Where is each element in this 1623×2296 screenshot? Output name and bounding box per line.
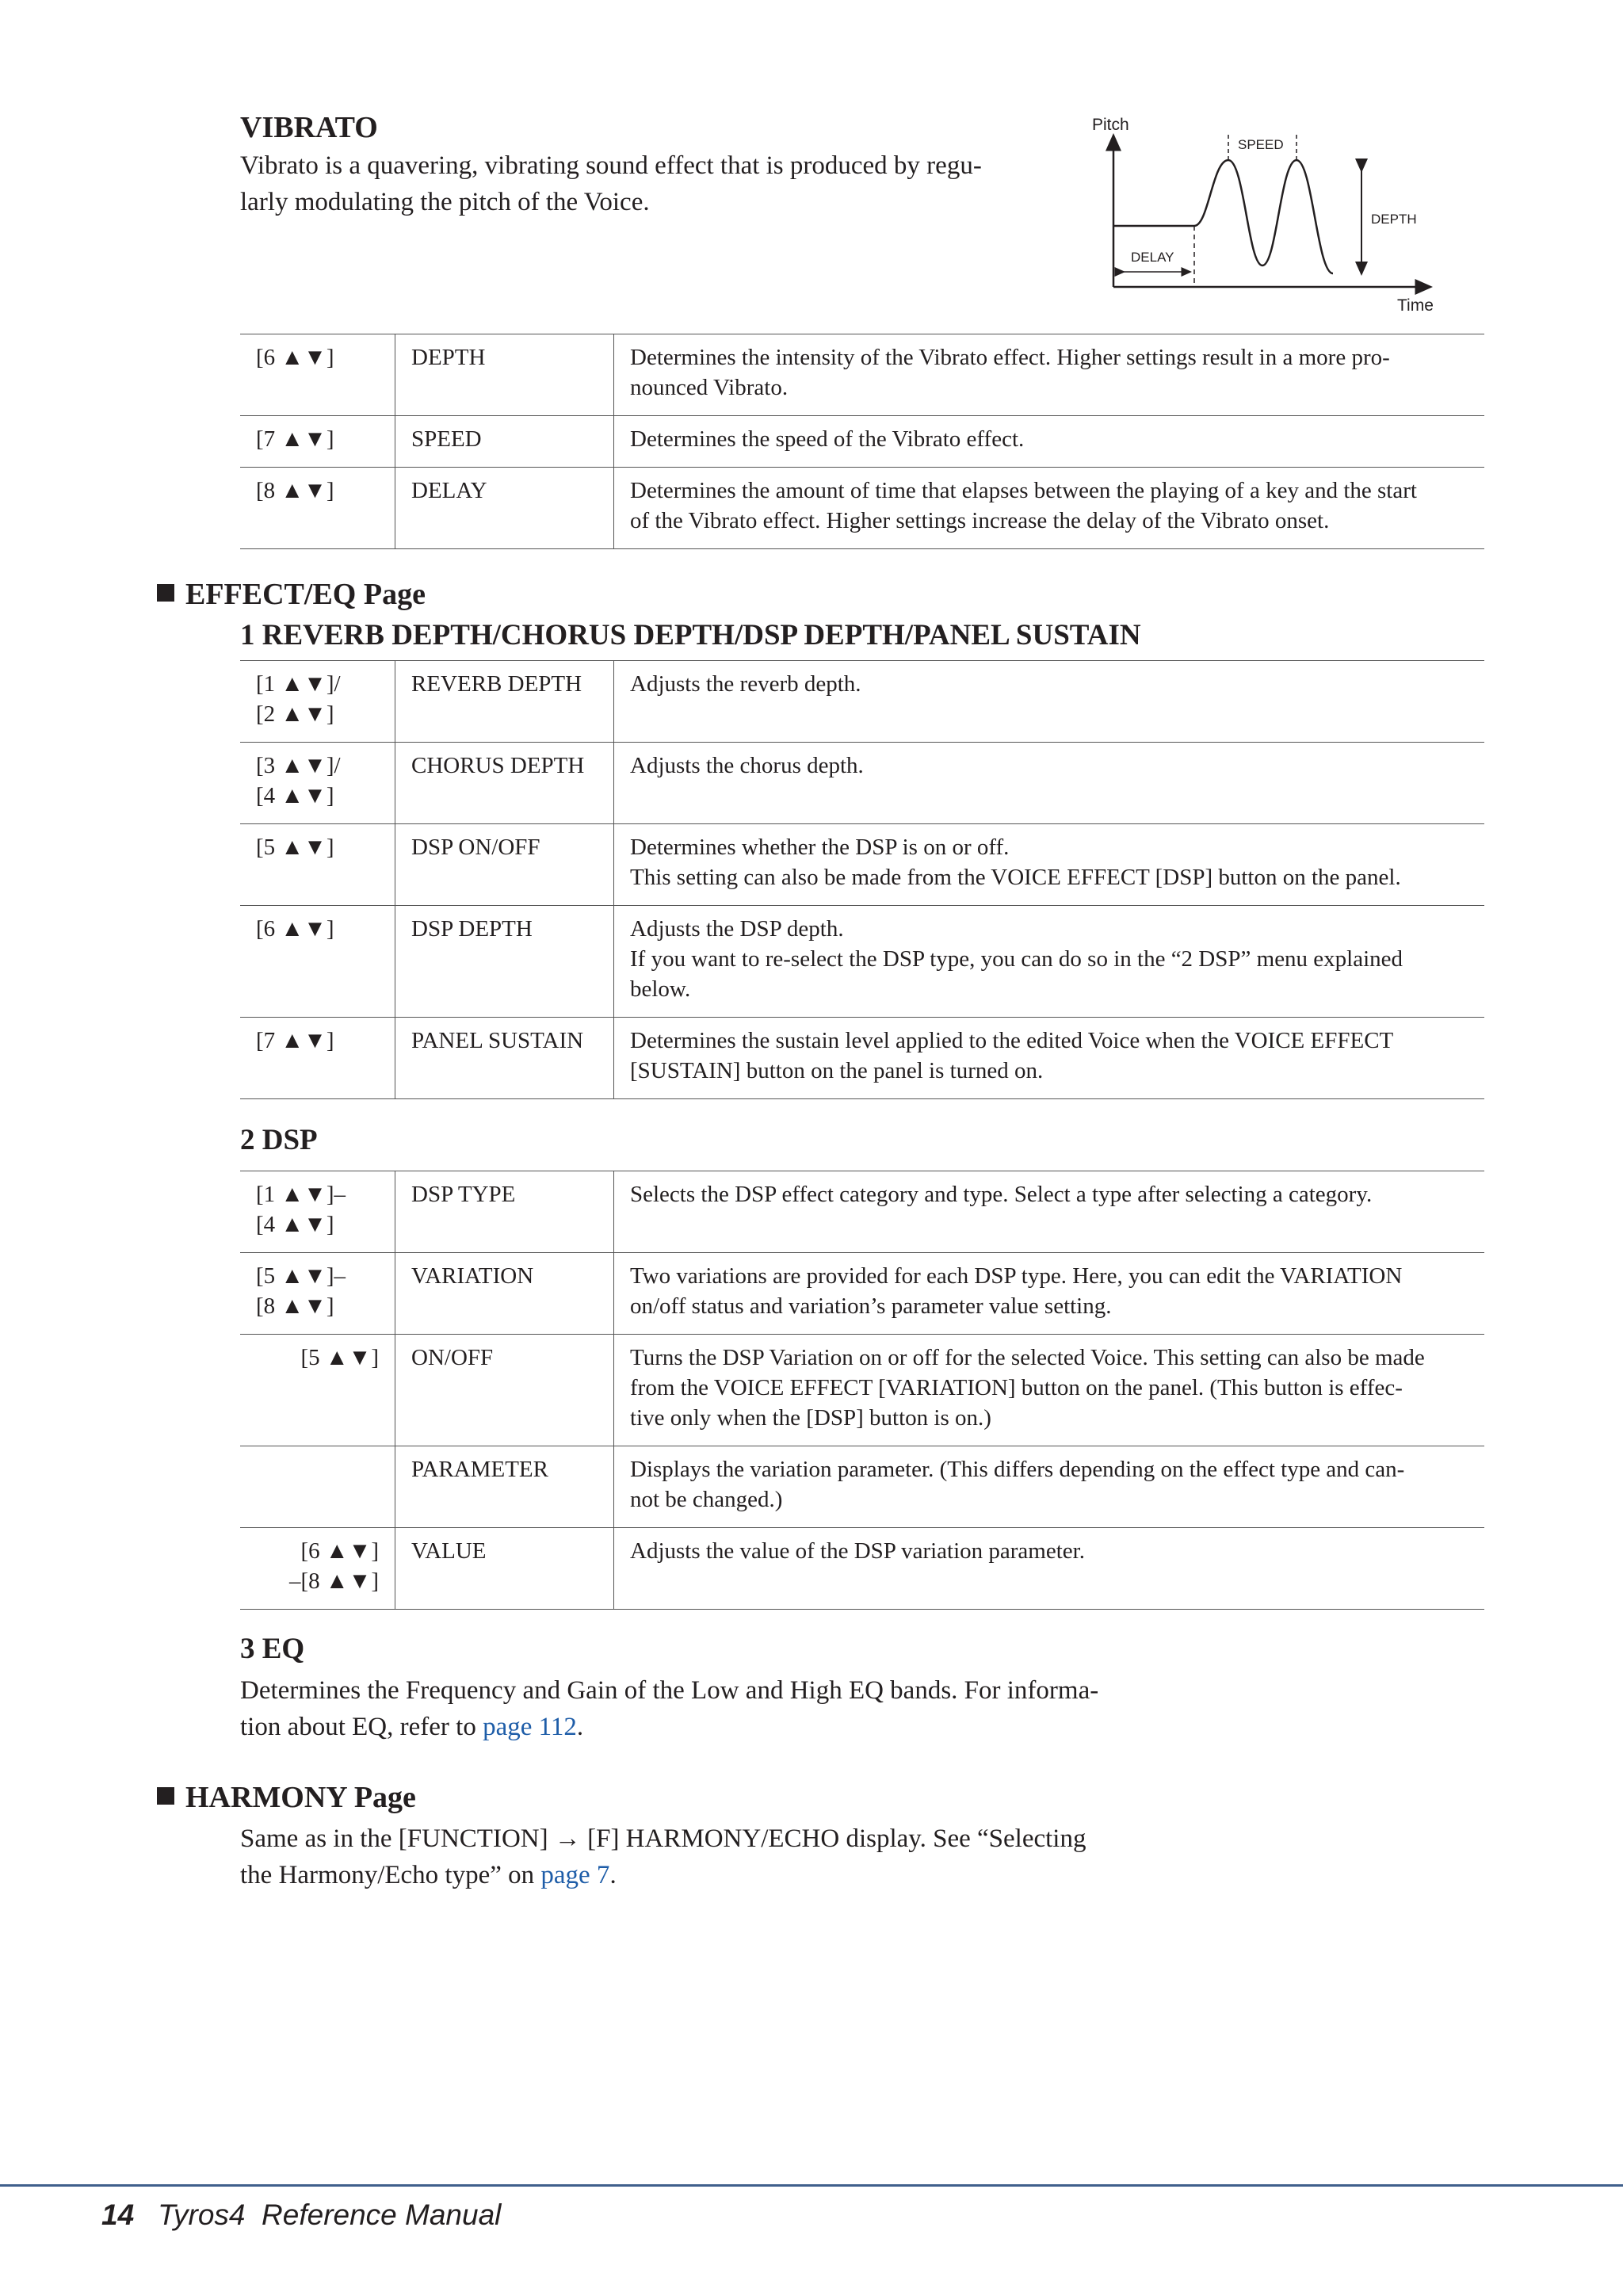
- parameter-cell: VARIATION: [395, 1253, 614, 1335]
- description-line: Turns the DSP Variation on or off for the selected Voice. This setting can also be made: [630, 1345, 1425, 1370]
- control-line: [5 ▲▼]: [300, 1345, 379, 1370]
- description-cell: [614, 906, 1485, 1018]
- parameter-cell: DSP TYPE: [395, 1171, 614, 1253]
- description-cell: [614, 743, 1485, 824]
- description-line: Determines the speed of the Vibrato effect.: [630, 426, 1025, 452]
- control-line: [3 ▲▼]/: [256, 753, 341, 778]
- description-line: Displays the variation parameter. (This differs depending on the effect type and can-: [630, 1457, 1405, 1482]
- eq-description-text: tion about EQ, refer to: [240, 1713, 483, 1741]
- control-cell: [240, 1171, 395, 1253]
- description-line: from the VOICE EFFECT [VARIATION] button on the panel. (This button is effec-: [630, 1375, 1403, 1400]
- table-row: [240, 1528, 1484, 1610]
- description-line: Two variations are provided for each DSP type. Here, you can edit the VARIATION: [630, 1263, 1403, 1289]
- eq-description-period: .: [576, 1713, 584, 1741]
- description-cell: [614, 661, 1485, 743]
- harmony-description-line: Same as in the [FUNCTION] → [F] HARMONY/ECHO display. See “Selecting: [240, 1824, 1086, 1853]
- control-line: [8 ▲▼]: [256, 1293, 334, 1319]
- control-cell: [240, 824, 395, 906]
- control-line: [1 ▲▼]–: [256, 1182, 346, 1207]
- description-cell: [614, 1528, 1485, 1610]
- eq-description-line: Determines the Frequency and Gain of the Low and High EQ bands. For informa-: [240, 1676, 1099, 1705]
- description-line: Adjusts the reverb depth.: [630, 671, 861, 697]
- control-cell: [240, 1335, 395, 1446]
- harmony-page-heading: [157, 1779, 416, 1816]
- description-cell: [614, 468, 1485, 549]
- effect-eq-page-title: EFFECT/EQ Page: [185, 578, 426, 611]
- harmony-description-period: .: [609, 1861, 617, 1889]
- manual-title: Tyros4 Reference Manual: [158, 2199, 502, 2231]
- footer-rule: [0, 2184, 1623, 2187]
- description-cell: [614, 824, 1485, 906]
- description-line: Determines the amount of time that elapses between the playing of a key and the start: [630, 478, 1417, 503]
- description-cell: [614, 1018, 1485, 1099]
- table-row: [240, 1335, 1484, 1446]
- description-line: Selects the DSP effect category and type. Select a type after selecting a category.: [630, 1182, 1373, 1207]
- description-line: nounced Vibrato.: [630, 375, 789, 400]
- description-line: Adjusts the value of the DSP variation parameter.: [630, 1538, 1085, 1564]
- description-line: on/off status and variation’s parameter value setting.: [630, 1293, 1112, 1319]
- effect-parameter-table: [240, 660, 1484, 1099]
- description-cell: [614, 1335, 1485, 1446]
- control-cell: [240, 1253, 395, 1335]
- parameter-cell: REVERB DEPTH: [395, 661, 614, 743]
- page-footer: [101, 2195, 501, 2235]
- vibrato-parameter-table: [240, 334, 1484, 549]
- control-line: [2 ▲▼]: [256, 701, 334, 727]
- control-line: [6 ▲▼]: [300, 1538, 379, 1564]
- parameter-cell: CHORUS DEPTH: [395, 743, 614, 824]
- description-line: Determines whether the DSP is on or off.: [630, 835, 1010, 860]
- table-row: [240, 661, 1484, 743]
- description-line: Adjusts the chorus depth.: [630, 753, 864, 778]
- pitch-label: Pitch: [1092, 116, 1129, 134]
- control-cell: [6 ▲▼]: [240, 334, 395, 416]
- parameter-cell: SPEED: [395, 416, 614, 468]
- parameter-cell: VALUE: [395, 1528, 614, 1610]
- table-row: [240, 1253, 1484, 1335]
- parameter-cell: DELAY: [395, 468, 614, 549]
- vibrato-heading: VIBRATO: [240, 111, 378, 144]
- depth-label: DEPTH: [1371, 212, 1417, 227]
- eq-description-line: [240, 1709, 1098, 1745]
- parameter-cell: DSP ON/OFF: [395, 824, 614, 906]
- parameter-cell: DEPTH: [395, 334, 614, 416]
- description-line: Determines the intensity of the Vibrato effect. Higher settings result in a more pro-: [630, 345, 1390, 370]
- description-cell: [614, 1171, 1485, 1253]
- description-line: Determines the sustain level applied to the edited Voice when the VOICE EFFECT: [630, 1028, 1394, 1053]
- description-line: Adjusts the DSP depth.: [630, 916, 844, 942]
- parameter-cell: DSP DEPTH: [395, 906, 614, 1018]
- square-bullet-icon: [157, 584, 174, 602]
- parameter-cell: ON/OFF: [395, 1335, 614, 1446]
- control-cell: [240, 1018, 395, 1099]
- vibrato-description-line: Vibrato is a quavering, vibrating sound effect that is produced by regu-: [240, 151, 982, 180]
- control-line: [5 ▲▼]: [256, 835, 334, 860]
- dsp-heading: 2 DSP: [240, 1124, 318, 1156]
- reverb-chorus-dsp-sustain-heading: 1 REVERB DEPTH/CHORUS DEPTH/DSP DEPTH/PANEL SUSTAIN: [240, 619, 1141, 651]
- harmony-page-title: HARMONY Page: [185, 1781, 416, 1814]
- vibrato-description: [240, 147, 982, 220]
- eq-heading: 3 EQ: [240, 1633, 305, 1665]
- description-cell: [614, 1253, 1485, 1335]
- description-line: of the Vibrato effect. Higher settings increase the delay of the Vibrato onset.: [630, 508, 1330, 533]
- control-line: [5 ▲▼]–: [256, 1263, 346, 1289]
- square-bullet-icon: [157, 1787, 174, 1805]
- control-cell: [7 ▲▼]: [240, 416, 395, 468]
- parameter-cell: PARAMETER: [395, 1446, 614, 1528]
- description-cell: [614, 1446, 1485, 1528]
- control-line: [7 ▲▼]: [256, 1028, 334, 1053]
- control-line: –[8 ▲▼]: [289, 1568, 379, 1594]
- page-7-link[interactable]: page 7: [540, 1861, 610, 1889]
- table-row: [240, 334, 1484, 416]
- page-112-link[interactable]: page 112: [483, 1713, 577, 1741]
- table-row: [240, 1018, 1484, 1099]
- table-row: [240, 824, 1484, 906]
- vibrato-diagram: [1086, 111, 1450, 325]
- control-cell: [240, 1528, 395, 1610]
- control-cell: [240, 906, 395, 1018]
- delay-label: DELAY: [1131, 250, 1174, 265]
- description-line: [SUSTAIN] button on the panel is turned on.: [630, 1058, 1044, 1083]
- table-row: [240, 1446, 1484, 1528]
- control-line: [6 ▲▼]: [256, 916, 334, 942]
- description-cell: [614, 416, 1485, 468]
- parameter-cell: PANEL SUSTAIN: [395, 1018, 614, 1099]
- eq-description: [240, 1672, 1098, 1745]
- description-line: If you want to re-select the DSP type, you can do so in the “2 DSP” menu explained: [630, 946, 1403, 972]
- vibrato-description-line: larly modulating the pitch of the Voice.: [240, 188, 650, 216]
- control-cell: [240, 1446, 395, 1528]
- control-cell: [240, 743, 395, 824]
- control-cell: [8 ▲▼]: [240, 468, 395, 549]
- table-row: [240, 1171, 1484, 1253]
- description-line: not be changed.): [630, 1487, 783, 1512]
- harmony-description-text: the Harmony/Echo type” on: [240, 1861, 541, 1889]
- control-cell: [240, 661, 395, 743]
- harmony-description-line: [240, 1857, 1086, 1893]
- time-label: Time: [1397, 296, 1434, 315]
- table-row: [240, 906, 1484, 1018]
- control-line: [4 ▲▼]: [256, 1212, 334, 1237]
- page-number: 14: [101, 2199, 135, 2231]
- speed-label: SPEED: [1238, 137, 1284, 152]
- description-cell: [614, 334, 1485, 416]
- harmony-description: [240, 1820, 1086, 1893]
- table-row: [240, 743, 1484, 824]
- control-line: [4 ▲▼]: [256, 783, 334, 808]
- description-line: tive only when the [DSP] button is on.): [630, 1405, 991, 1431]
- table-row: [240, 416, 1484, 468]
- dsp-parameter-table: [240, 1171, 1484, 1610]
- table-row: [240, 468, 1484, 549]
- effect-eq-page-heading: [157, 576, 426, 613]
- description-line: This setting can also be made from the VOICE EFFECT [DSP] button on the panel.: [630, 865, 1401, 890]
- control-line: [1 ▲▼]/: [256, 671, 341, 697]
- description-line: below.: [630, 976, 691, 1002]
